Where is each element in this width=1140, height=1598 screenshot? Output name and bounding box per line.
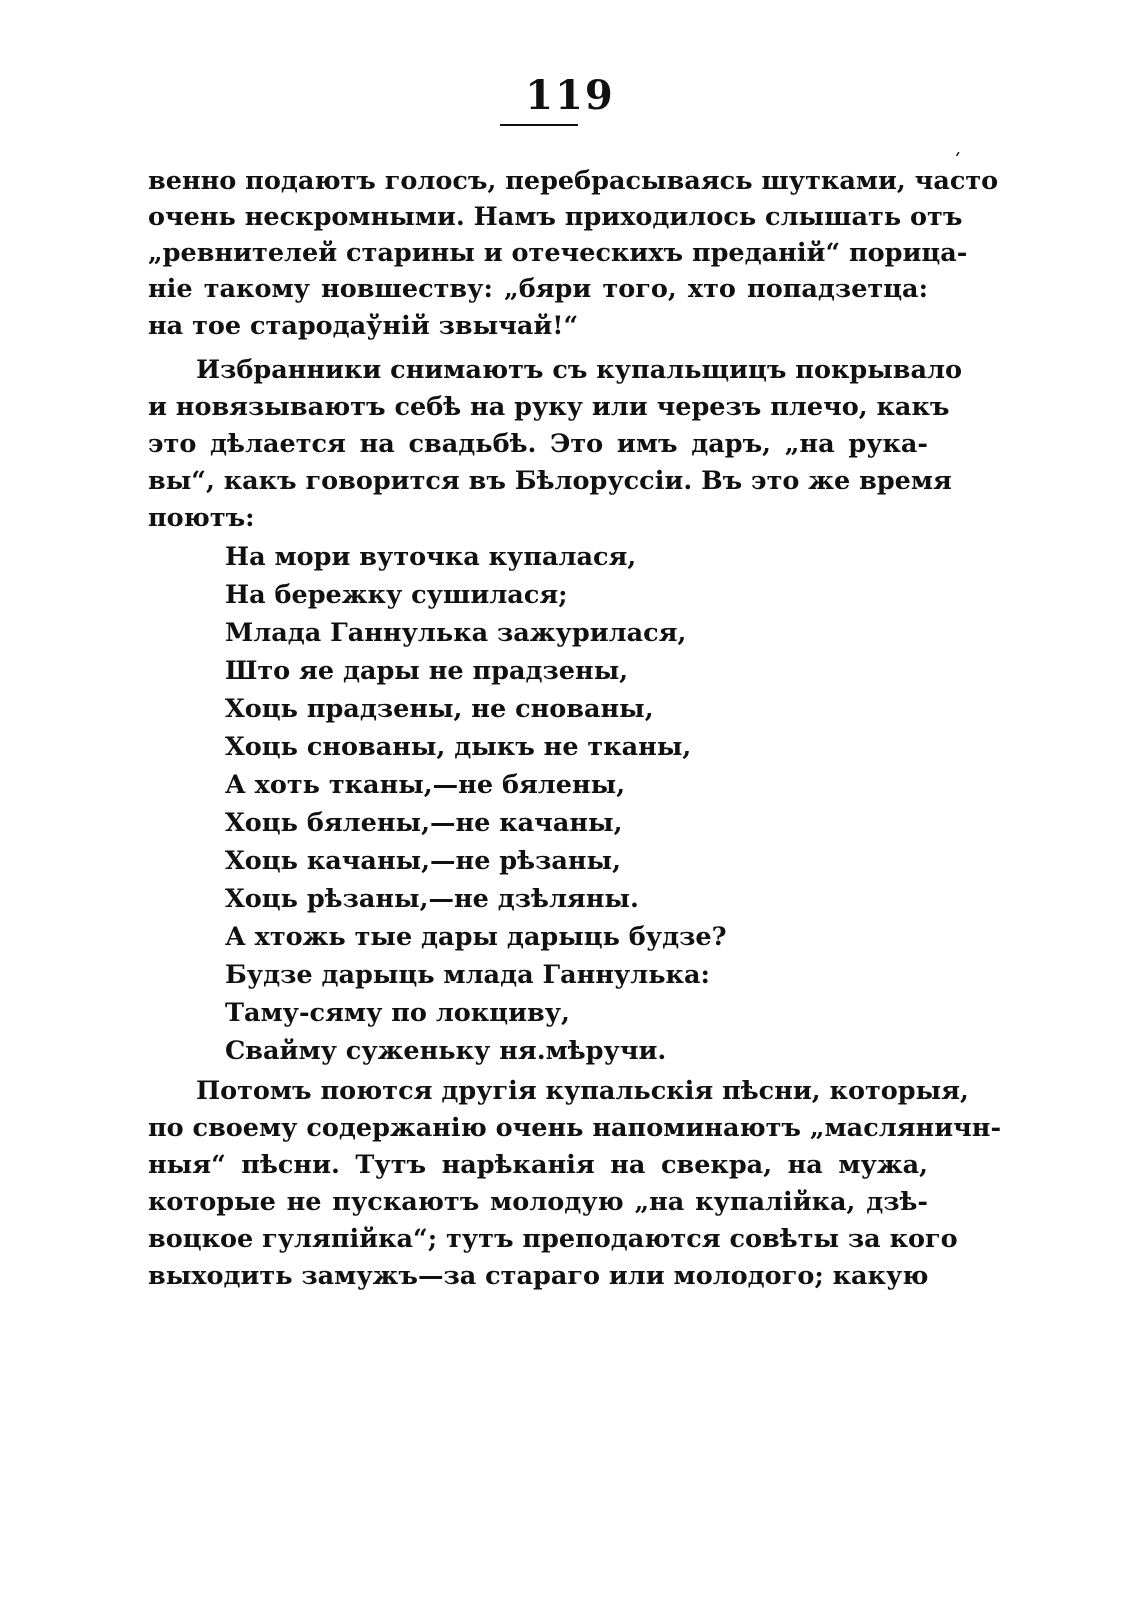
paragraph-2-line-5: поютъ: xyxy=(148,503,255,533)
verse-line-11: А хтожь тые дары дарыць будзе? xyxy=(225,922,727,952)
verse-line-12: Будзе дарыць млада Ганнулька: xyxy=(225,960,710,990)
verse-line-6: Хоць снованы, дыкъ не тканы, xyxy=(225,732,692,762)
verse-line-13: Таму-сяму по локциву, xyxy=(225,998,570,1028)
paragraph-3-line-2: по своему содержанію очень напоминаютъ „масляничн- xyxy=(148,1113,1002,1143)
paragraph-2-line-4: вы“, какъ говорится въ Бѣлоруссіи. Въ это же время xyxy=(148,466,952,496)
verse-line-9: Хоць качаны,—не рѣзаны, xyxy=(225,846,621,876)
paragraph-3-line-4: которые не пускаютъ молодую „на купалійка, дзѣ- xyxy=(148,1187,928,1217)
paragraph-1-line-3: „ревнителей старины и отеческихъ преданій“ порица- xyxy=(148,238,968,268)
paragraph-2-line-1: Избранники снимаютъ съ купальщицъ покрывало xyxy=(196,355,963,385)
paragraph-3-line-3: ныя“ пѣсни. Тутъ нарѣканія на свекра, на мужа, xyxy=(148,1150,928,1180)
page-number-rule xyxy=(500,124,578,126)
paragraph-1-line-2: очень нескромными. Намъ приходилось слышать отъ xyxy=(148,202,963,232)
paragraph-1-line-5: на тое стародаўній звычай!“ xyxy=(148,311,579,341)
verse-line-5: Хоць прадзены, не снованы, xyxy=(225,694,654,724)
verse-line-4: Што яе дары не прадзены, xyxy=(225,656,629,686)
verse-line-2: На бережку сушилася; xyxy=(225,580,568,610)
verse-line-3: Млада Ганнулька зажурилася, xyxy=(225,618,687,648)
stray-mark: ʹ xyxy=(949,149,962,172)
verse-line-1: На мори вуточка купалася, xyxy=(225,542,637,572)
paragraph-3-line-6: выходить замужъ—за стараго или молодого; какую xyxy=(148,1261,929,1291)
paragraph-1-line-4: ніе такому новшеству: „бяри того, хто попадзетца: xyxy=(148,274,928,304)
paragraph-1-line-1: венно подаютъ голосъ, перебрасываясь шутками, часто xyxy=(148,166,999,196)
verse-line-7: А хоть тканы,—не бялены, xyxy=(225,770,626,800)
page-number: 119 xyxy=(525,72,615,119)
paragraph-3-line-5: воцкое гуляпійка“; тутъ преподаются совѣты за кого xyxy=(148,1224,958,1254)
verse-line-8: Хоць бялены,—не качаны, xyxy=(225,808,623,838)
verse-line-10: Хоць рѣзаны,—не дзѣляны. xyxy=(225,884,639,914)
paragraph-2-line-3: это дѣлается на свадьбѣ. Это имъ даръ, „на рука- xyxy=(148,429,928,459)
paragraph-3-line-1: Потомъ поются другія купальскія пѣсни, которыя, xyxy=(196,1076,969,1106)
paragraph-2-line-2: и новязываютъ себѣ на руку или черезъ плечо, какъ xyxy=(148,392,950,422)
verse-line-14: Свайму суженьку ня.мѣручи. xyxy=(225,1036,667,1066)
